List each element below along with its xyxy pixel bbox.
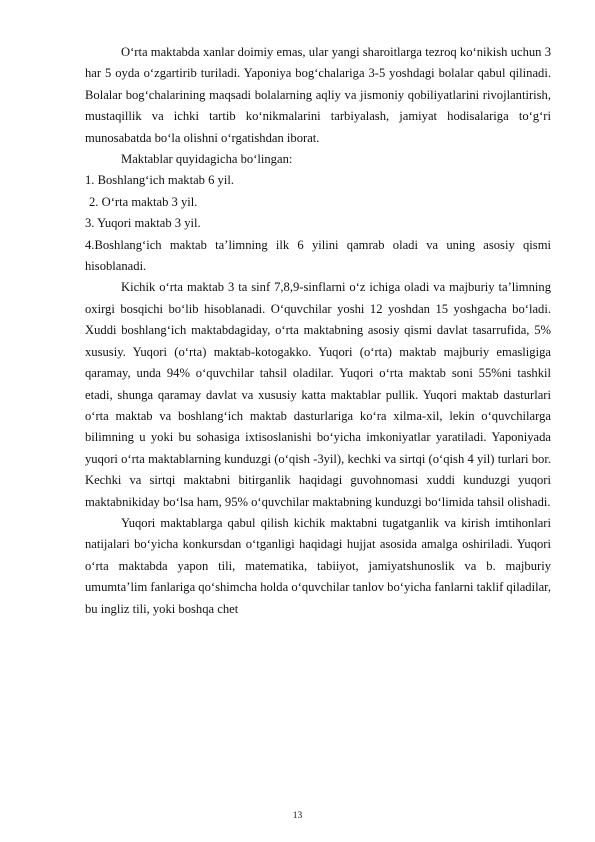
paragraph-admission: Yuqori maktablarga qabul qilish kichik maktabni tugatganlik va kirish imtihonlari natijalari bo‘yicha konkursdan o‘tganligi haqidagi hujjat asosida amalga oshiriladi. Yuqori o‘rta maktabda yapon tili, matematika, tabiiyot, jamiyatshunoslik va b. majburiy umumta’lim fanlariga qo‘shimcha holda o‘quvchilar tanlov bo‘yicha fanlarni taklif qiladilar, bu ingliz tili, yoki boshqa chet xyxy=(85,515,552,616)
list-item-middle-school: 2. O‘rta maktab 3 yil. xyxy=(89,194,198,209)
paragraph-primary-school: 4.Boshlang‘ich maktab ta’limning ilk 6 yilini qamrab oladi va uning asosiy qismi hisoblanadi. xyxy=(85,237,551,274)
paragraph-kindergarten: O‘rta maktabda xanlar doimiy emas, ular yangi sharoitlarga tezroq ko‘nikish uchun 3 har 5 oyda o‘zgartirib turiladi. Yaponiya bog‘chalariga 3-5 yoshdagi bolalar qabul qilinadi. Bolalar bog‘chalarining maqsadi bolalarning aqliy va jismoniy qobiliyatlarini rivojlantirish, mustaqillik va ichki tartib ko‘nikmalarini tarbiyalash, jamiyat hodisalariga to‘g‘ri munosabatda bo‘la olishni o‘rgatishdan iborat. xyxy=(85,45,551,145)
paragraph-school-division-intro: Maktablar quyidagicha bo‘lingan: xyxy=(121,152,293,167)
page-number: 13 xyxy=(292,811,303,821)
list-item-high-school: 3. Yuqori maktab 3 yil. xyxy=(85,216,201,231)
paragraph-junior-secondary: Kichik o‘rta maktab 3 ta sinf 7,8,9-sinflarni o‘z ichiga oladi va majburiy ta’limning oxirgi bosqichi bo‘lib hisoblanadi. O‘quvchilar yoshi 12 yoshdan 15 yoshgacha bo‘ladi. Xuddi boshlang‘ich maktabdagiday, o‘rta maktabning asosiy qismi davlat tasarrufida, 5% xususiy. Yuqori (o‘rta) maktab-kotogakko. Yuqori (o‘rta) maktab majburiy emasligiga qaramay, unda 94% o‘quvchilar tahsil oladilar. Yuqori o‘rta maktab soni 55%ni tashkil etadi, shunga qaramay davlat va xususiy katta maktablar pullik. Yuqori maktab dasturlari o‘rta maktab va boshlang‘ich maktab dasturlariga ko‘ra xilma-xil, lekin o‘quvchilarga bilimning u yoki bu sohasiga ixtisoslanishi bo‘yicha imkoniyatlar yaratiladi. Yaponiyada yuqori o‘rta maktablarning kunduzgi (o‘qish -3yil), kechki va sirtqi (o‘qish 4 yil) turlari bor. Kechki va sirtqi maktabni bitirganlik haqidagi guvohnomasi xuddi kunduzgi yuqori maktabnikiday bo‘lsa ham, 95% o‘quvchilar maktabning kunduzgi bo‘limida tahsil olishadi. xyxy=(85,280,551,509)
document-body xyxy=(85,42,551,620)
list-item-primary-school: 1. Boshlang‘ich maktab 6 yil. xyxy=(85,173,235,188)
